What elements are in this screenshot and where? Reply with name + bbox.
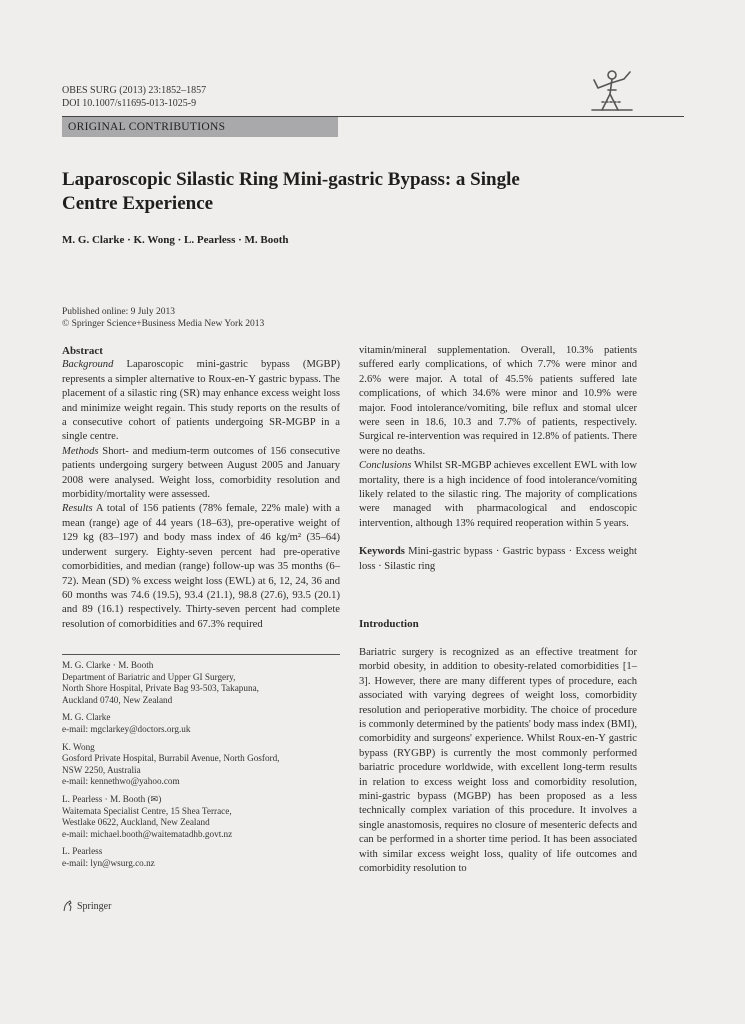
affiliation-block bbox=[62, 846, 340, 869]
affiliation-line: Auckland 0740, New Zealand bbox=[62, 694, 173, 705]
journal-reference: OBES SURG (2013) 23:1852–1857 bbox=[62, 85, 207, 96]
copyright: © Springer Science+Business Media New York 2013 bbox=[62, 319, 265, 329]
keywords-text: Mini-gastric bypass · Gastric bypass · Excess weight loss · Silastic ring bbox=[359, 546, 637, 572]
email-link[interactable]: e-mail: kennethwo@yahoo.com bbox=[62, 776, 180, 787]
abstract-heading: Abstract bbox=[62, 345, 103, 357]
abstract-left-column bbox=[62, 344, 340, 632]
affiliation-line: M. G. Clarke · M. Booth bbox=[62, 660, 154, 670]
introduction-body: Bariatric surgery is recognized as an effective treatment for morbid obesity, in addition to obesity-related comorbidities [1–3]. However, there are many different types of procedure, each associated with varying degrees of weight loss, comorbidity resolution and perioperative morbidity. The choice of procedure is commonly determined by the patients' body mass index (BMI), comorbidity and surgeons' experience. Whilst Roux-en-Y gastric bypass (RYGBP) is currently the most commonly performed bariatric procedure worldwide, with excellent long-term results in relation to excess weight loss and comorbidity resolution, mini-gastric bypass (MGBP) has been proposed as a less technically complex variation of this procedure. It involves a single anastomosis, requires no closure of mesenteric defects and can be performed in a shorter time period. It has been associated with similar excess weight loss, quality of life outcomes and comorbidity resolution to bbox=[359, 647, 637, 875]
affiliation-line: L. Pearless · M. Booth (✉) bbox=[62, 793, 162, 804]
springer-horse-icon bbox=[62, 900, 74, 912]
affiliation-rule bbox=[62, 654, 340, 655]
affiliation-line: L. Pearless bbox=[62, 846, 103, 857]
article-title bbox=[62, 168, 622, 216]
email-link[interactable]: e-mail: mgclarkey@doctors.org.uk bbox=[62, 723, 191, 734]
background-text: Laparoscopic mini-gastric bypass (MGBP) represents a simpler alternative to Roux-en-Y gastric bypass. The placement of a silastic ring (SR) may enhance excess weight loss and minimize weight regain. This study reports on the results of a consecutive cohort of patients undergoing SR-MGBP in a single centre. bbox=[62, 359, 340, 443]
affiliation-block bbox=[62, 660, 340, 706]
abstract-results bbox=[62, 502, 340, 632]
abstract-background bbox=[62, 358, 340, 444]
abstract-methods bbox=[62, 445, 340, 503]
introduction-heading: Introduction bbox=[359, 618, 419, 630]
authors: M. G. Clarke · K. Wong · L. Pearless · M. Booth bbox=[62, 234, 289, 246]
publisher-name: Springer bbox=[77, 900, 112, 912]
title-line-1: Laparoscopic Silastic Ring Mini-gastric Bypass: a Single bbox=[62, 169, 520, 190]
keywords-label: Keywords bbox=[359, 546, 405, 558]
affiliation-block bbox=[62, 712, 340, 735]
methods-label: Methods bbox=[62, 445, 99, 457]
affiliation-line: NSW 2250, Australia bbox=[62, 764, 141, 775]
abstract-conclusions bbox=[359, 459, 637, 531]
conclusions-label: Conclusions bbox=[359, 460, 412, 472]
affiliation-line: Westlake 0622, Auckland, New Zealand bbox=[62, 817, 210, 828]
affiliation-line: North Shore Hospital, Private Bag 93-503, Takapuna, bbox=[62, 683, 259, 694]
publisher-footer bbox=[62, 900, 111, 912]
affiliation-line: K. Wong bbox=[62, 741, 95, 752]
journal-logo-icon bbox=[588, 66, 636, 116]
affiliation-line: Waitemata Specialist Centre, 15 Shea Terrace, bbox=[62, 805, 232, 816]
publication-info bbox=[62, 306, 264, 330]
conclusions-text: Whilst SR-MGBP achieves excellent EWL with low mortality, there is a high incidence of food intolerance/vomiting likely related to the silastic ring. The majority of complications were managed with pharmacological and endoscopic intervention, although 13% required reoperation within 5 years. bbox=[359, 460, 637, 529]
published-date: Published online: 9 July 2013 bbox=[62, 307, 175, 317]
keywords bbox=[359, 545, 637, 574]
title-line-2: Centre Experience bbox=[62, 193, 214, 214]
methods-text: Short- and medium-term outcomes of 156 consecutive patients undergoing surgery between August 2005 and January 2008 were analysed. Weight loss, comorbidity resolution and morbidity/mortality were assessed. bbox=[62, 445, 340, 501]
journal-citation bbox=[62, 84, 206, 110]
email-link[interactable]: e-mail: michael.booth@waitematadhb.govt.nz bbox=[62, 828, 233, 839]
section-label: ORIGINAL CONTRIBUTIONS bbox=[62, 117, 338, 137]
affiliation-line: M. G. Clarke bbox=[62, 712, 111, 723]
abstract-results-continued: vitamin/mineral supplementation. Overall, 10.3% patients suffered early complications, of which 7.7% were minor and 2.6% were major. A total of 45.5% patients suffered late complications, of which 34.6% were minor and 10.9% were major. Food intolerance/vomiting, bile reflux and stomal ulcer were seen in 18.6, 10.3 and 7.7% of patients, respectively. Surgical re-intervention was required in 12.8% of patients. There were no deaths. bbox=[359, 345, 637, 457]
abstract-right-column bbox=[359, 344, 637, 574]
affiliation-block bbox=[62, 742, 340, 788]
results-label: Results bbox=[62, 503, 93, 515]
affiliations bbox=[62, 660, 340, 876]
affiliation-line: Department of Bariatric and Upper GI Surgery, bbox=[62, 671, 236, 682]
affiliation-line: Gosford Private Hospital, Burrabil Avenue, North Gosford, bbox=[62, 753, 280, 764]
background-label: Background bbox=[62, 359, 114, 371]
doi: DOI 10.1007/s11695-013-1025-9 bbox=[62, 98, 197, 109]
email-link[interactable]: e-mail: lyn@wsurg.co.nz bbox=[62, 857, 155, 868]
affiliation-block bbox=[62, 794, 340, 840]
results-text: A total of 156 patients (78% female, 22% male) with a mean (range) age of 44 years (18–63), pre-operative weight of 129 kg (83–197) and body mass index of 46 kg/m² (35–64) underwent surgery. Eighty-seven percent had pre-operative comorbidities, and median (range) follow-up was 35 months (6–72). Mean (SD) % excess weight loss (EWL) at 6, 12, 24, 36 and 60 months was 74.6 (19.5), 93.4 (21.1), 98.8 (27.6), 93.5 (20.1) and 89 (16.1) respectively. Thirty-seven percent had complete resolution of comorbidities and 67.3% required bbox=[62, 503, 340, 630]
